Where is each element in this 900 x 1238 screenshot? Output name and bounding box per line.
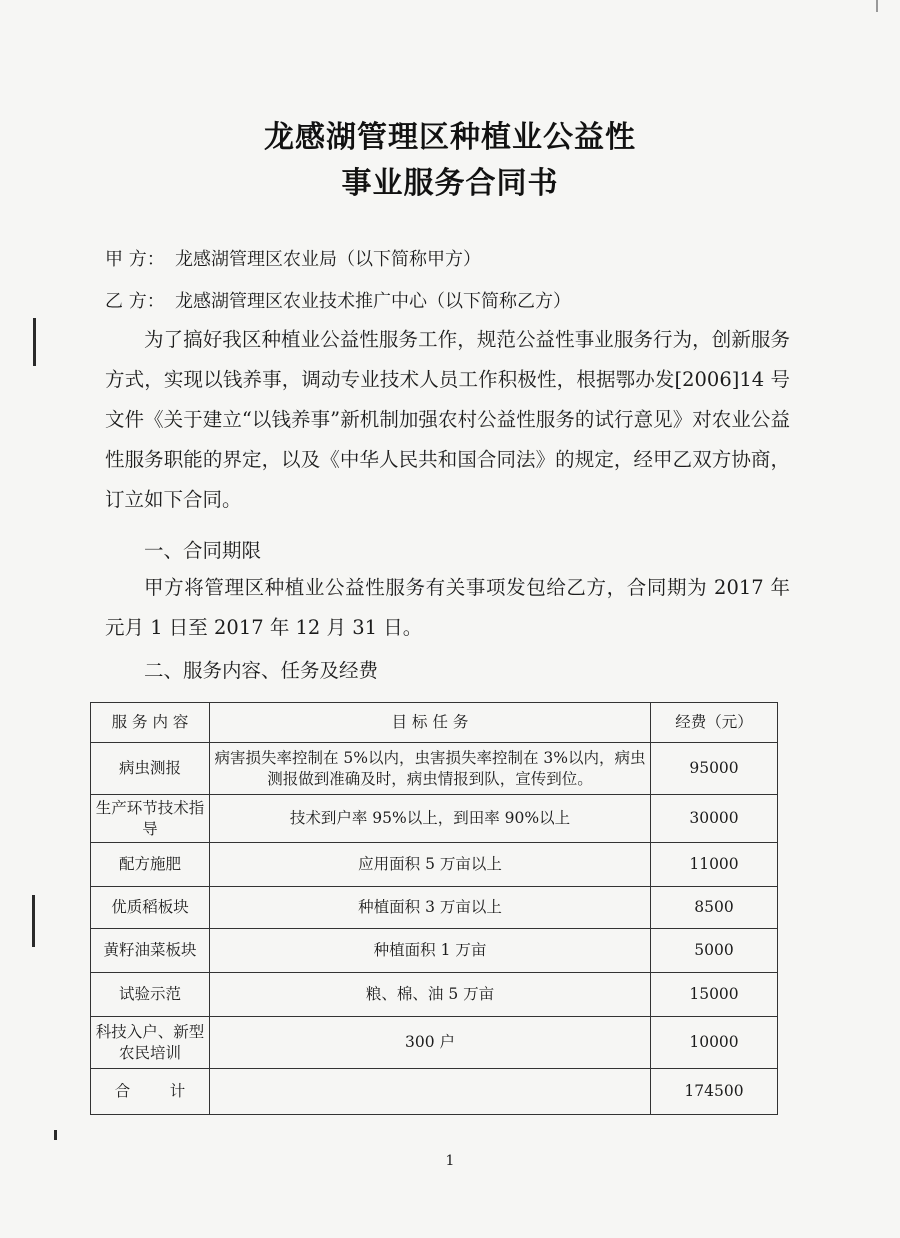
- row-task: 病害损失率控制在 5%以内，虫害损失率控制在 3%以内，病虫测报做到准确及时，病虫情报到队，宣传到位。: [210, 743, 651, 795]
- table-row: [91, 795, 778, 843]
- party-a-label: 甲 方：: [105, 249, 165, 270]
- intro-paragraph: 为了搞好我区种植业公益性服务工作，规范公益性事业服务行为，创新服务方式，实现以钱养事，调动专业技术人员工作积极性，根据鄂办发[2006]14 号文件《关于建立“以钱养事”新机制加强农村公益性服务的试行意见》对农业公益性服务职能的界定，以及《中华人民共和国合同法》的规定，经甲乙双方协商，订立如下合同。: [105, 328, 790, 511]
- table-row: [91, 843, 778, 887]
- page-title-line2: 事业服务合同书: [341, 166, 559, 201]
- row-task: 种植面积 3 万亩以上: [210, 887, 651, 929]
- row-fee: 11000: [651, 843, 778, 887]
- table-total-row: [91, 1069, 778, 1115]
- row-fee: 30000: [651, 795, 778, 843]
- section1-text: 甲方将管理区种植业公益性服务有关事项发包给乙方，合同期为 2017 年元月 1 日至 2017 年 12 月 31 日。: [105, 576, 790, 639]
- table-row: [91, 929, 778, 973]
- binding-mark-top: [33, 318, 36, 366]
- page-title-line1: 龙感湖管理区种植业公益性: [264, 120, 636, 155]
- row-task: 粮、棉、油 5 万亩: [210, 973, 651, 1017]
- total-empty: [210, 1069, 651, 1115]
- row-fee: 95000: [651, 743, 778, 795]
- total-fee: 174500: [651, 1069, 778, 1115]
- row-content: 生产环节技术指导: [91, 795, 210, 843]
- party-b: [105, 287, 571, 313]
- row-fee: 10000: [651, 1017, 778, 1069]
- table-row: [91, 1017, 778, 1069]
- binding-dot: [54, 1130, 57, 1140]
- party-b-label: 乙 方：: [105, 291, 165, 312]
- table-header-row: [91, 703, 778, 743]
- total-label: 合 计: [91, 1069, 210, 1115]
- table-row: [91, 973, 778, 1017]
- row-content: 病虫测报: [91, 743, 210, 795]
- row-task: 种植面积 1 万亩: [210, 929, 651, 973]
- row-content: 试验示范: [91, 973, 210, 1017]
- header-task: 目 标 任 务: [210, 703, 651, 743]
- row-fee: 5000: [651, 929, 778, 973]
- row-task: 应用面积 5 万亩以上: [210, 843, 651, 887]
- page-number: 1: [445, 1153, 455, 1169]
- party-a-text: 龙感湖管理区农业局（以下简称甲方）: [175, 249, 481, 270]
- table-row: [91, 743, 778, 795]
- binding-mark-bottom: [32, 895, 35, 947]
- row-content: 配方施肥: [91, 843, 210, 887]
- row-content: 优质稻板块: [91, 887, 210, 929]
- table-row: [91, 887, 778, 929]
- header-content: 服 务 内 容: [91, 703, 210, 743]
- row-fee: 15000: [651, 973, 778, 1017]
- row-task: 300 户: [210, 1017, 651, 1069]
- row-content: 科技入户、新型农民培训: [91, 1017, 210, 1069]
- header-fee: 经费（元）: [651, 703, 778, 743]
- party-a: [105, 245, 481, 271]
- section2-heading: 二、服务内容、任务及经费: [144, 659, 379, 682]
- section1-heading: 一、合同期限: [144, 539, 262, 562]
- page-edge-mark: [876, 0, 900, 12]
- row-content: 黄籽油菜板块: [91, 929, 210, 973]
- row-task: 技术到户率 95%以上，到田率 90%以上: [210, 795, 651, 843]
- service-table: [90, 702, 778, 1115]
- row-fee: 8500: [651, 887, 778, 929]
- party-b-text: 龙感湖管理区农业技术推广中心（以下简称乙方）: [175, 291, 571, 312]
